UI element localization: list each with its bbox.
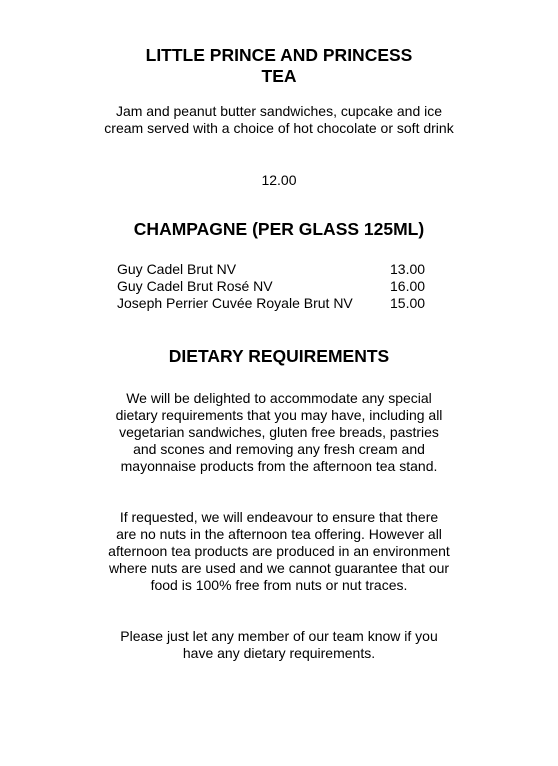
champagne-price: 15.00: [390, 295, 426, 311]
champagne-price: 13.00: [390, 261, 426, 277]
dietary-paragraph-1: We will be delighted to accommodate any special dietary requirements that you may have, including all vegetarian sandwiches, gluten free breads, pastries and scones and removing any fresh cream and mayonnaise products from the afternoon tea stand.: [115, 390, 443, 474]
dietary-title: DIETARY REQUIREMENTS: [168, 346, 390, 366]
kids-tea-title-line2: TEA: [261, 66, 297, 86]
kids-tea-title-line1: LITTLE PRINCE AND PRINCESS: [145, 45, 413, 65]
champagne-name: Guy Cadel Brut Rosé NV: [117, 278, 273, 294]
dietary-paragraph-2: If requested, we will endeavour to ensure that there are no nuts in the afternoon tea offering. However all afternoon tea products are produced in an environment where nuts are used and we cannot guarantee that our food is 100% free from nuts or nut traces.: [108, 509, 450, 593]
dietary-paragraph-3: Please just let any member of our team know if you have any dietary requirements.: [120, 628, 438, 661]
champagne-price: 16.00: [390, 278, 426, 294]
kids-tea-price: 12.00: [261, 172, 297, 188]
champagne-row: [117, 295, 437, 312]
champagne-row: [117, 261, 437, 278]
champagne-row: [117, 278, 437, 295]
champagne-name: Joseph Perrier Cuvée Royale Brut NV: [117, 295, 353, 311]
champagne-name: Guy Cadel Brut NV: [117, 261, 237, 277]
kids-tea-description: Jam and peanut butter sandwiches, cupcake and ice cream served with a choice of hot chocolate or soft drink: [104, 103, 454, 136]
champagne-title: CHAMPAGNE (PER GLASS 125ML): [133, 219, 425, 239]
kids-tea-title: [0, 45, 558, 87]
